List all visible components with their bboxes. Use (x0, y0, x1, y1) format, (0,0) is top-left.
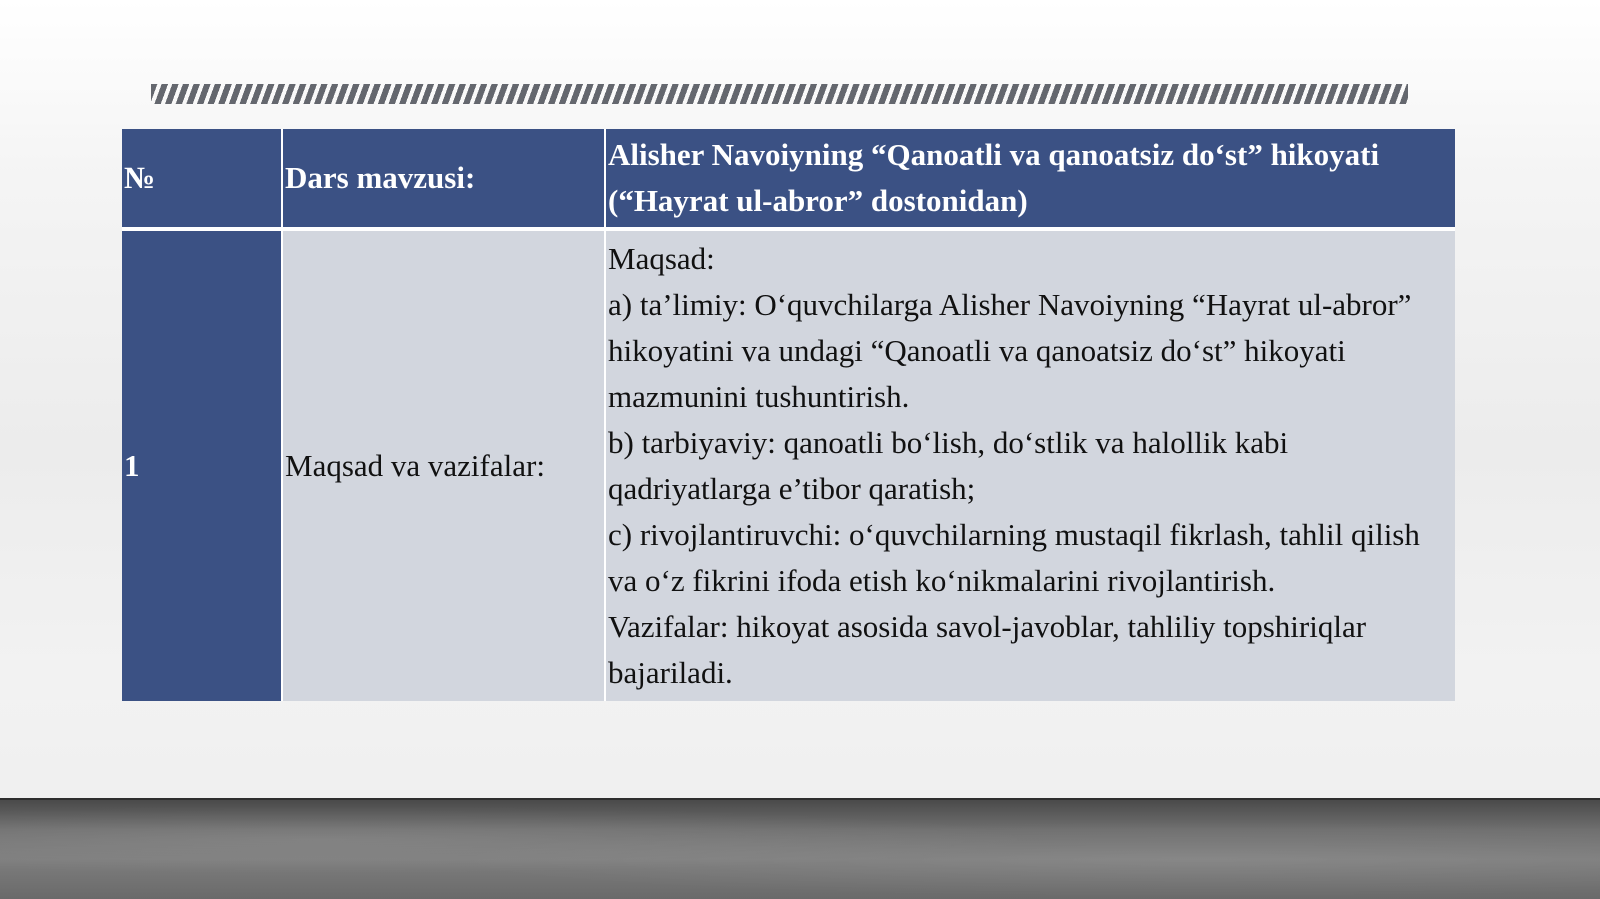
header-topic-title (606, 129, 1455, 231)
header-topic-label: Dars mavzusi: (283, 129, 606, 231)
table-header-row (122, 129, 1455, 231)
header-number-cell: № (122, 129, 283, 231)
content-line: a) ta’limiy: O‘quvchilarga Alisher Navoiyning “Hayrat ul-abror” hikoyatini va undagi “Qanoatli va qanoatsiz do‘st” hikoyati mazmunini tushuntirish. (608, 287, 1412, 414)
row-label-cell: Maqsad va vazifalar: (283, 231, 606, 701)
content-line: c) rivojlantiruvchi: o‘quvchilarning mustaqil fikrlash, tahlil qilish va o‘z fikrini ifoda etish ko‘nikmalarini rivojlantirish. (608, 517, 1420, 598)
topic-title-line-2: (“Hayrat ul-abror” dostonidan) (608, 183, 1028, 218)
row-number-cell: 1 (122, 231, 283, 701)
content-line: Vazifalar: hikoyat asosida savol-javoblar, tahliliy topshiriqlar bajariladi. (608, 609, 1367, 690)
content-line: b) tarbiyaviy: qanoatli bo‘lish, do‘stlik va halollik kabi qadriyatlarga e’tibor qaratish; (608, 425, 1289, 506)
row-content-cell (606, 231, 1455, 701)
lesson-table (122, 129, 1455, 701)
concrete-floor-background (0, 800, 1600, 899)
table-row (122, 231, 1455, 701)
decorative-stripe-bar (151, 84, 1408, 104)
topic-title-line-1: Alisher Navoiyning “Qanoatli va qanoatsiz do‘st” hikoyati (608, 137, 1380, 172)
content-line: Maqsad: (608, 241, 715, 276)
